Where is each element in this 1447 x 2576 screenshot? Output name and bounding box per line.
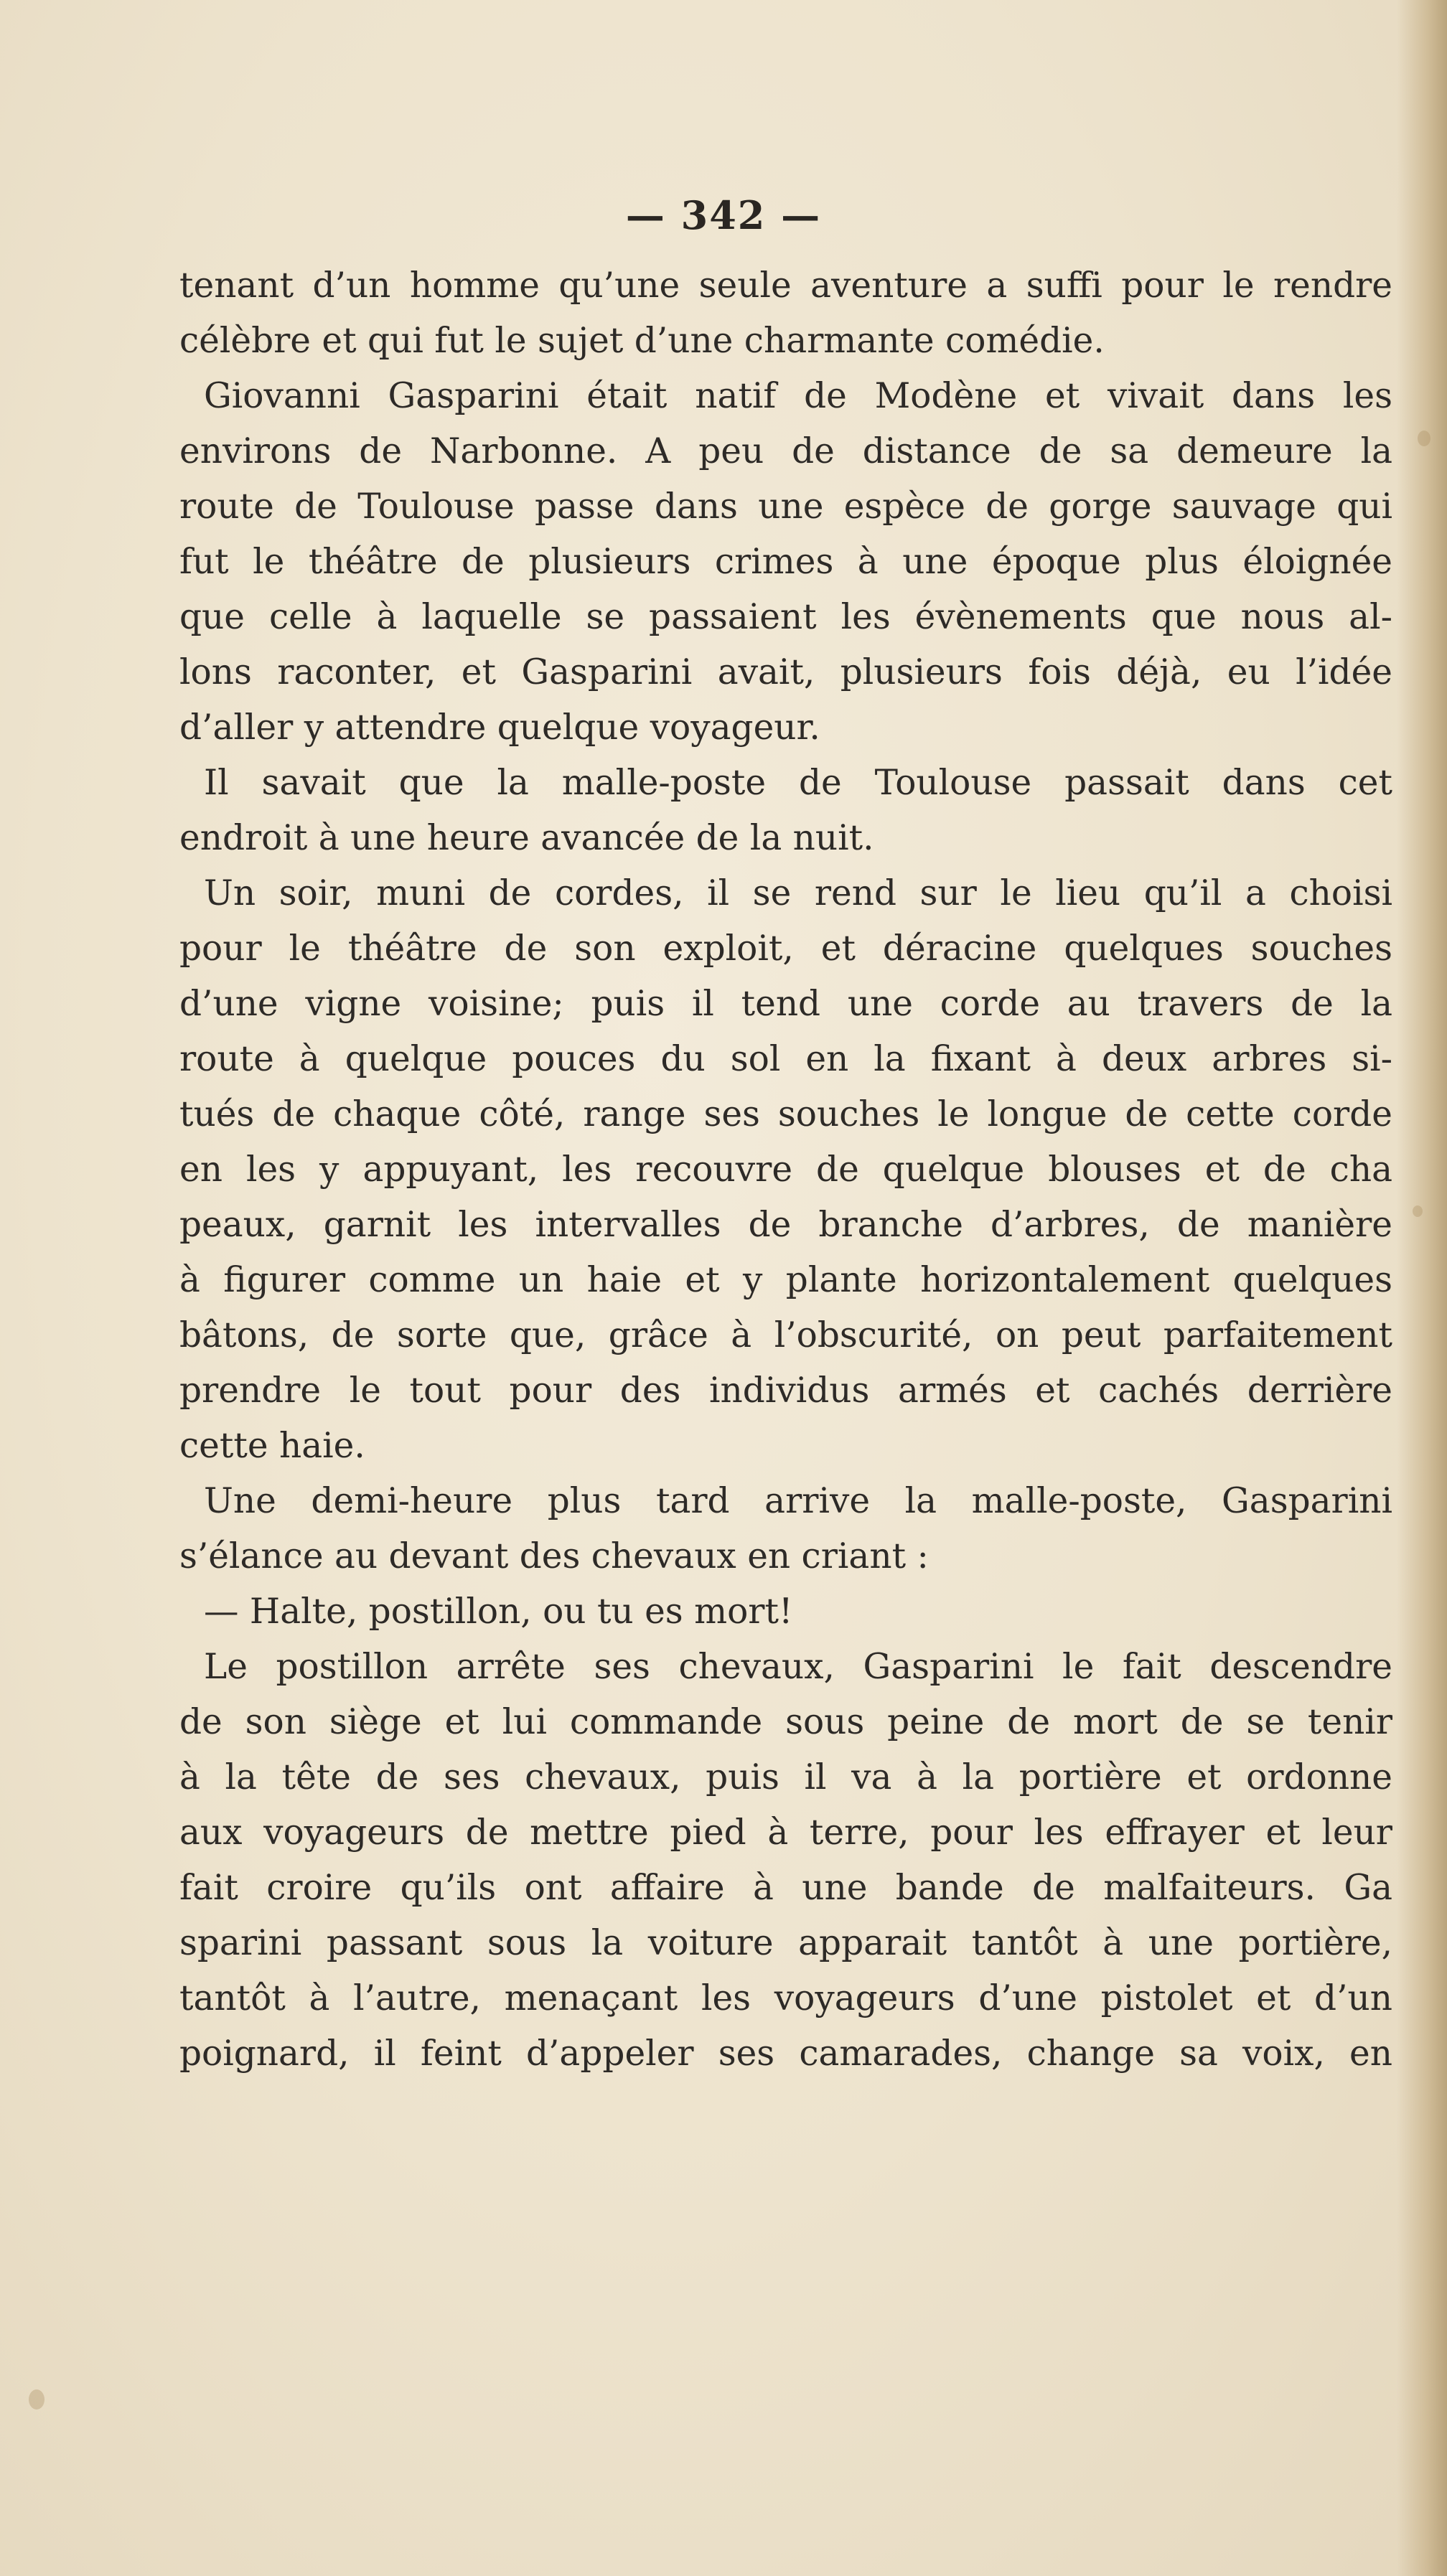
- text-line: à figurer comme un haie et y plante horizontalement quelques: [179, 1260, 1392, 1300]
- foxing-spot: [29, 2389, 45, 2410]
- text-line: route à quelque pouces du sol en la fixant à deux arbres si-: [179, 1039, 1392, 1079]
- foxing-spot: [1418, 431, 1430, 446]
- text-line: endroit à une heure avancée de la nuit.: [179, 818, 874, 858]
- text-line: d’une vigne voisine; puis il tend une corde au travers de la: [179, 984, 1392, 1024]
- text-line: pour le théâtre de son exploit, et déracine quelques souches: [179, 929, 1392, 969]
- text-line: tenant d’un homme qu’une seule aventure a suffi pour le rendre: [179, 265, 1392, 306]
- text-line: en les y appuyant, les recouvre de quelque blouses et de cha: [179, 1150, 1392, 1190]
- text-line: environs de Narbonne. A peu de distance de sa demeure la: [179, 431, 1392, 471]
- text-line: sparini passant sous la voiture apparait tantôt à une portière,: [179, 1923, 1392, 1963]
- text-line: s’élance au devant des chevaux en criant :: [179, 1536, 929, 1576]
- text-line: Le postillon arrête ses chevaux, Gasparini le fait descendre: [204, 1647, 1392, 1687]
- text-line: tués de chaque côté, range ses souches le longue de cette corde: [179, 1094, 1392, 1134]
- page-edge-shadow: [1397, 0, 1447, 2576]
- text-line: prendre le tout pour des individus armés et cachés derrière: [179, 1371, 1392, 1411]
- text-line: aux voyageurs de mettre pied à terre, pour les effrayer et leur: [179, 1813, 1392, 1853]
- text-line: Il savait que la malle-poste de Toulouse passait dans cet: [204, 763, 1392, 803]
- text-line: peaux, garnit les intervalles de branche d’arbres, de manière: [179, 1205, 1392, 1245]
- text-line: Une demi-heure plus tard arrive la malle-poste, Gasparini: [204, 1481, 1392, 1521]
- text-line: cette haie.: [179, 1426, 365, 1466]
- text-line: tantôt à l’autre, menaçant les voyageurs d’une pistolet et d’un: [179, 1978, 1392, 2018]
- text-line: poignard, il feint d’appeler ses camarades, change sa voix, en: [179, 2034, 1392, 2074]
- text-line: que celle à laquelle se passaient les évènements que nous al-: [179, 597, 1392, 637]
- page-number: — 342 —: [625, 192, 822, 238]
- foxing-spot: [1413, 1205, 1423, 1217]
- body-text: [179, 258, 1392, 2082]
- text-line: Un soir, muni de cordes, il se rend sur le lieu qu’il a choisi: [204, 873, 1392, 913]
- text-line: fut le théâtre de plusieurs crimes à une époque plus éloignée: [179, 542, 1392, 582]
- text-line: célèbre et qui fut le sujet d’une charmante comédie.: [179, 321, 1105, 361]
- text-line: — Halte, postillon, ou tu es mort!: [204, 1592, 793, 1632]
- text-line: bâtons, de sorte que, grâce à l’obscurité, on peut parfaitement: [179, 1315, 1392, 1355]
- text-line: route de Toulouse passe dans une espèce de gorge sauvage qui: [179, 486, 1392, 527]
- text-line: lons raconter, et Gasparini avait, plusieurs fois déjà, eu l’idée: [179, 652, 1392, 692]
- text-line: Giovanni Gasparini était natif de Modène et vivait dans les: [204, 376, 1392, 416]
- text-line: d’aller y attendre quelque voyageur.: [179, 708, 820, 748]
- text-line: fait croire qu’ils ont affaire à une bande de malfaiteurs. Ga: [179, 1868, 1392, 1908]
- text-line: de son siège et lui commande sous peine de mort de se tenir: [179, 1702, 1392, 1742]
- text-line: à la tête de ses chevaux, puis il va à la portière et ordonne: [179, 1757, 1392, 1797]
